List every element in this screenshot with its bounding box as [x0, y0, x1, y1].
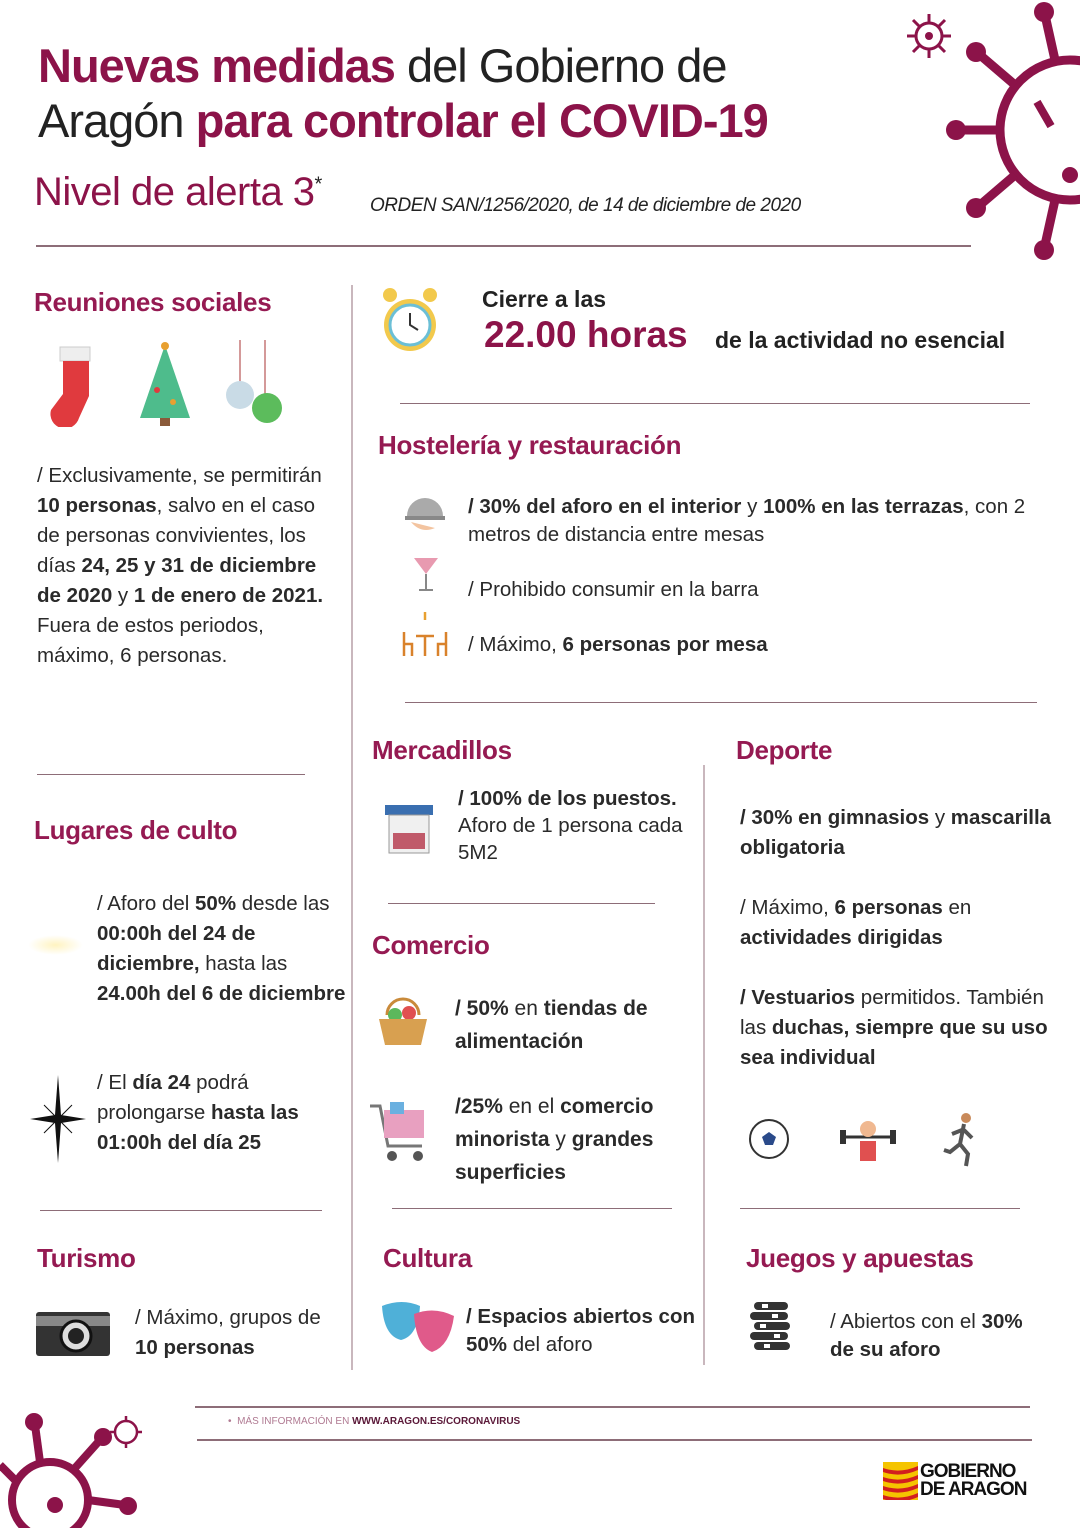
- section-title-juegos: Juegos y apuestas: [746, 1243, 974, 1273]
- text-segment: / Abiertos con el: [830, 1310, 982, 1333]
- bold-text: 24, 25 y 31 de diciembre de 2020: [37, 554, 317, 607]
- column-divider-left: [351, 285, 353, 1370]
- gobierno-aragon-logo: [883, 1462, 1040, 1500]
- small-virus-icon: [905, 12, 953, 60]
- column-divider-right: [703, 765, 705, 1365]
- bold-text: / 50%: [455, 997, 509, 1020]
- reuniones-text: [37, 461, 327, 671]
- bullet: •: [228, 1416, 238, 1427]
- deporte-item-2: [740, 893, 1060, 953]
- text-segment: permitidos. También las: [740, 986, 1044, 1039]
- bold-text: / Espacios abiertos con 50%: [466, 1305, 695, 1356]
- text-segment: podrá prolongarse: [97, 1071, 249, 1124]
- bold-text: 1 de enero de 2021.: [133, 584, 324, 607]
- bold-text: para controlar el COVID-19: [195, 94, 768, 147]
- bold-text: / 30% del aforo en el interior: [468, 495, 742, 518]
- bold-text: 100% en las terrazas: [763, 495, 964, 518]
- more-info-link[interactable]: WWW.ARAGON.ES/CORONAVIRUS: [352, 1416, 521, 1427]
- text-segment: / Aforo del: [97, 892, 196, 915]
- bold-text: / 100% de los puestos.: [458, 787, 677, 810]
- bold-text: 10 personas: [37, 494, 157, 517]
- alarm-clock-icon: [380, 285, 440, 357]
- mercadillos-text: [458, 785, 688, 866]
- cultura-text: [466, 1303, 696, 1359]
- order-reference: ORDEN SAN/1256/2020, de 14 de diciembre de 2020: [370, 195, 801, 216]
- text-segment: / Prohibido consumir en la barra: [468, 578, 759, 601]
- divider: [740, 1208, 1020, 1209]
- juegos-text: [830, 1308, 1030, 1364]
- text-segment: / El: [97, 1071, 133, 1094]
- more-info: [228, 1416, 520, 1427]
- title-line-1: [38, 38, 768, 93]
- section-title-culto: Lugares de culto: [34, 815, 238, 845]
- serving-cloche-icon: [403, 492, 447, 536]
- text-segment: / Máximo,: [740, 896, 835, 919]
- bold-text: hasta las 01:00h del día 25: [97, 1101, 299, 1154]
- alert-level: [34, 170, 322, 215]
- casino-chips-icon: [748, 1300, 794, 1358]
- bold-text: 50%: [195, 892, 237, 915]
- bold-text: grandes superficies: [455, 1128, 654, 1184]
- text-segment: del Gobierno de: [394, 39, 727, 92]
- bold-text: tiendas de alimentación: [455, 997, 648, 1053]
- bold-text: /25%: [455, 1095, 503, 1118]
- text-segment: Fuera de estos periodos, máximo, 6 personas.: [37, 614, 264, 667]
- hosteleria-item-1: [468, 493, 1038, 549]
- bold-text: mascarilla obligatoria: [740, 806, 1052, 859]
- text-segment: del aforo: [507, 1333, 593, 1356]
- divider: [37, 774, 305, 775]
- text-segment: Aragón: [38, 94, 196, 147]
- section-title-turismo: Turismo: [37, 1243, 136, 1273]
- text-segment: Aforo de 1 persona cada 5M2: [458, 814, 683, 864]
- theater-masks-icon: [380, 1300, 456, 1356]
- text-segment: en el: [502, 1095, 561, 1118]
- turismo-text: [135, 1303, 335, 1363]
- culto-item-1: [97, 889, 347, 1009]
- text-segment: hasta las: [199, 952, 288, 975]
- candle-light-icon: [28, 935, 83, 955]
- bold-text: / Vestuarios: [740, 986, 856, 1009]
- section-title-cultura: Cultura: [383, 1243, 472, 1273]
- bold-text: 24.00h del 6 de diciembre: [97, 982, 346, 1005]
- bold-text: 00:00h del 24 de diciembre,: [97, 922, 256, 975]
- hosteleria-item-3: [468, 630, 1028, 660]
- christmas-tree-icon: [135, 340, 195, 430]
- bold-text: 30% de su aforo: [830, 1310, 1023, 1361]
- christmas-ornaments-icon: [225, 340, 285, 428]
- text-segment: y: [549, 1128, 572, 1151]
- section-title-hosteleria: Hostelería y restauración: [378, 430, 682, 460]
- section-title-mercadillos: Mercadillos: [372, 735, 512, 765]
- comercio-item-2: [455, 1090, 700, 1189]
- text-segment: , salvo en el caso de personas convivientes, los días: [37, 494, 316, 577]
- table-chairs-icon: [400, 612, 450, 658]
- text-segment: y: [112, 584, 134, 607]
- market-stall-icon: [383, 803, 435, 855]
- bold-text: Nuevas medidas: [38, 39, 395, 92]
- cierre-time: 22.00 horas: [484, 314, 688, 355]
- text-segment: / Máximo,: [468, 633, 563, 656]
- alert-level-text: Nivel de alerta 3: [34, 170, 315, 214]
- text-segment: en: [508, 997, 544, 1020]
- christmas-stocking-icon: [45, 342, 100, 427]
- divider: [400, 403, 1030, 404]
- comercio-item-1: [455, 992, 695, 1058]
- alert-asterisk: *: [314, 173, 322, 196]
- section-title-comercio: Comercio: [372, 930, 490, 960]
- more-info-label: MÁS INFORMACIÓN EN: [237, 1416, 353, 1427]
- header-divider: [36, 245, 971, 247]
- page-title: [38, 38, 768, 148]
- bold-text: 10 personas: [135, 1336, 255, 1359]
- text-segment: desde las: [236, 892, 330, 915]
- bold-text: duchas, siempre que su uso sea individual: [740, 1016, 1048, 1069]
- cierre-line1: Cierre a las: [482, 286, 607, 312]
- bold-text: / 30% en gimnasios: [740, 806, 930, 829]
- soccer-ball-icon: [748, 1118, 790, 1160]
- section-title-reuniones: Reuniones sociales: [34, 287, 272, 317]
- runner-icon: [940, 1112, 980, 1168]
- bold-text: 6 personas por mesa: [562, 633, 768, 656]
- deporte-item-3: [740, 983, 1060, 1073]
- cierre-rest: de la actividad no esencial: [715, 327, 1006, 353]
- text-segment: y: [929, 806, 951, 829]
- title-line-2: [38, 93, 768, 148]
- text-segment: en: [942, 896, 972, 919]
- camera-icon: [36, 1308, 110, 1356]
- star-icon: [30, 1075, 86, 1163]
- section-title-deporte: Deporte: [736, 735, 833, 765]
- bold-text: 6 personas: [834, 896, 943, 919]
- footer-divider-top: [195, 1406, 1030, 1408]
- virus-decoration-icon: [940, 0, 1080, 265]
- bold-text: comercio minorista: [455, 1095, 654, 1151]
- text-segment: , con 2 metros de distancia entre mesas: [468, 495, 1026, 546]
- hosteleria-item-2: [468, 575, 1028, 605]
- text-segment: / Exclusivamente, se permitirán: [37, 464, 322, 487]
- culto-item-2: [97, 1068, 342, 1158]
- logo-text: GOBIERNO DE ARAGON: [920, 1461, 1027, 1500]
- text-segment: / Máximo, grupos de: [135, 1306, 321, 1329]
- bold-text: actividades dirigidas: [740, 926, 943, 949]
- grocery-basket-icon: [375, 993, 431, 1047]
- cocktail-icon: [412, 552, 440, 594]
- deporte-item-1: [740, 803, 1060, 863]
- aragon-flag-icon: [883, 1462, 918, 1500]
- divider: [388, 903, 655, 904]
- footer-divider-bottom: [197, 1439, 1032, 1441]
- bold-text: día 24: [132, 1071, 191, 1094]
- divider: [405, 702, 1037, 703]
- virus-decoration-bottom-icon: [0, 1410, 150, 1528]
- divider: [40, 1210, 322, 1211]
- shopping-cart-icon: [368, 1100, 432, 1166]
- text-segment: y: [741, 495, 764, 518]
- weightlifter-icon: [838, 1115, 898, 1165]
- divider: [392, 1208, 672, 1209]
